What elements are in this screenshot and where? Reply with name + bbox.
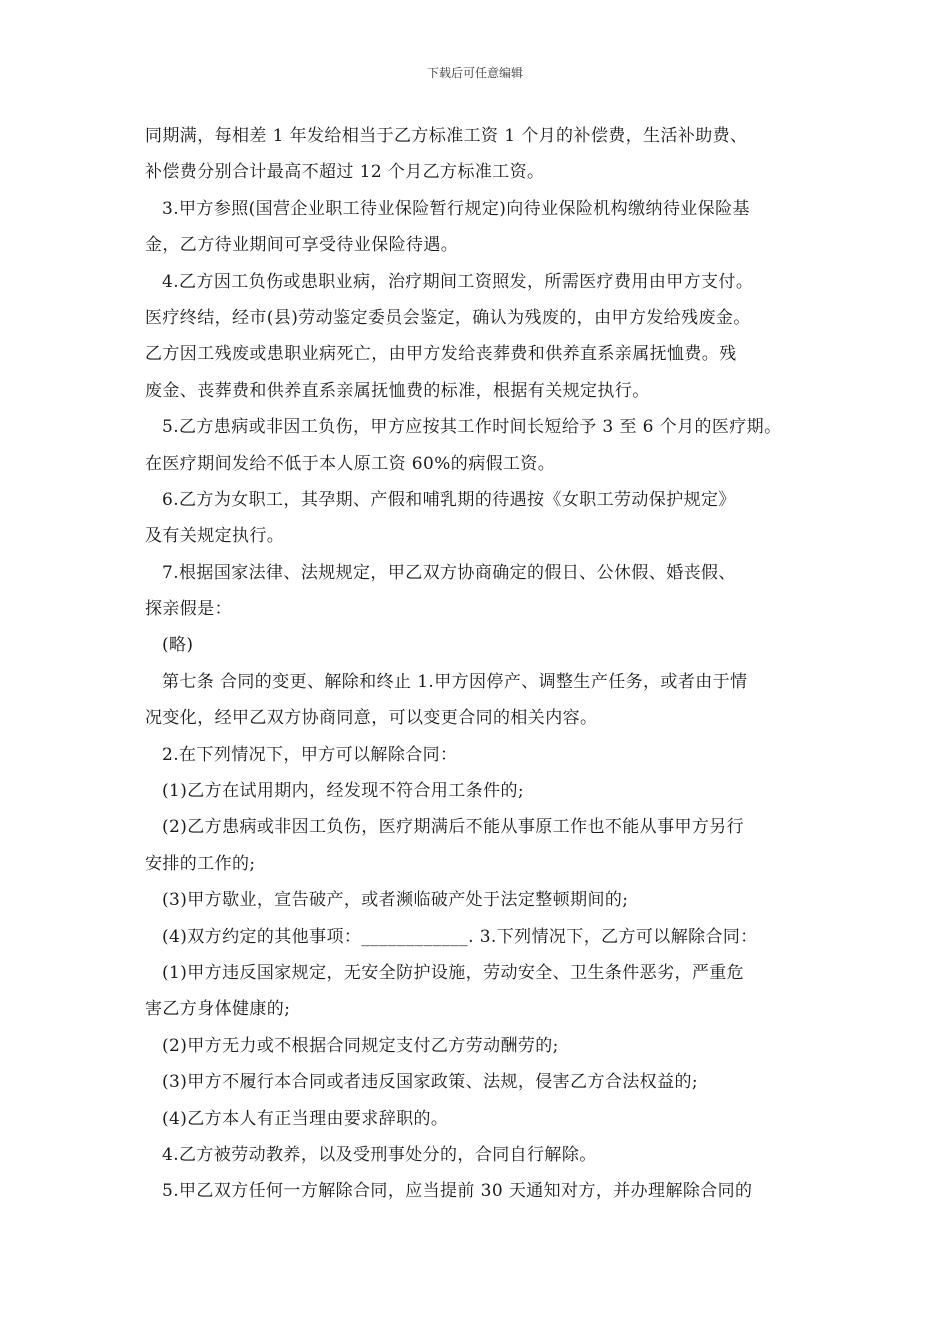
text-line: (1)甲方违反国家规定，无安全防护设施，劳动安全、卫生条件恶劣，严重危 bbox=[162, 962, 745, 983]
text-line: 5.甲乙双方任何一方解除合同，应当提前 30 天通知对方，并办理解除合同的 bbox=[162, 1181, 753, 1202]
text-line: 第七条 合同的变更、解除和终止 1.甲方因停产、调整生产任务，或者由于情 bbox=[162, 671, 748, 692]
text-line: 3.甲方参照(国营企业职工待业保险暂行规定)向待业保险机构缴纳待业保险基 bbox=[162, 198, 750, 219]
text-line: 6.乙方为女职工，其孕期、产假和哺乳期的待遇按《女职工劳动保护规定》 bbox=[162, 489, 736, 510]
text-line: 金，乙方待业期间可享受待业保险待遇。 bbox=[145, 235, 459, 256]
text-line: 探亲假是： bbox=[145, 599, 232, 620]
text-line: (3)甲方歇业，宣告破产，或者濒临破产处于法定整顿期间的; bbox=[162, 890, 629, 911]
text-line: (2)甲方无力或不根据合同规定支付乙方劳动酬劳的; bbox=[162, 1035, 559, 1056]
text-line: 4.乙方被劳动教养，以及受刑事处分的，合同自行解除。 bbox=[162, 1144, 597, 1165]
text-line: 废金、丧葬费和供养直系亲属抚恤费的标准，根据有关规定执行。 bbox=[145, 380, 650, 401]
page-header: 下载后可任意编辑 bbox=[426, 66, 523, 80]
text-line: (4)双方约定的其他事项：____________. 3.下列情况下，乙方可以解除合同： bbox=[162, 926, 758, 947]
text-line: (4)乙方本人有正当理由要求辞职的。 bbox=[162, 1108, 449, 1129]
text-line: 7.根据国家法律、法规规定，甲乙双方协商确定的假日、公休假、婚丧假、 bbox=[162, 562, 736, 583]
text-line: 4.乙方因工负伤或患职业病，治疗期间工资照发，所需医疗费用由甲方支付。 bbox=[162, 271, 754, 292]
text-line: 乙方因工残废或患职业病死亡，由甲方发给丧葬费和供养直系亲属抚恤费。残 bbox=[145, 344, 737, 365]
text-line: (略) bbox=[162, 635, 194, 656]
text-line: (3)甲方不履行本合同或者违反国家政策、法规，侵害乙方合法权益的; bbox=[162, 1072, 699, 1093]
text-line: 及有关规定执行。 bbox=[145, 526, 285, 547]
text-line: 害乙方身体健康的; bbox=[145, 999, 291, 1020]
text-line: 医疗终结，经市(县)劳动鉴定委员会鉴定，确认为残废的，由甲方发给残废金。 bbox=[145, 307, 751, 328]
text-line: 况变化，经甲乙双方协商同意，可以变更合同的相关内容。 bbox=[145, 708, 598, 729]
text-line: 安排的工作的; bbox=[145, 853, 256, 874]
text-line: (1)乙方在试用期内，经发现不符合用工条件的; bbox=[162, 781, 525, 802]
text-line: (2)乙方患病或非因工负伤，医疗期满后不能从事原工作也不能从事甲方另行 bbox=[162, 817, 745, 838]
text-line: 同期满，每相差 1 年发给相当于乙方标准工资 1 个月的补偿费，生活补助费、 bbox=[145, 126, 748, 146]
text-line: 2.在下列情况下，甲方可以解除合同： bbox=[162, 744, 458, 765]
text-line: 在医疗期间发给不低于本人原工资 60%的病假工资。 bbox=[145, 453, 556, 474]
text-line: 5.乙方患病或非因工负伤，甲方应按其工作时间长短给予 3 至 6 个月的医疗期。 bbox=[162, 417, 782, 438]
text-line: 补偿费分别合计最高不超过 12 个月乙方标准工资。 bbox=[145, 162, 545, 183]
document-body bbox=[145, 118, 825, 1210]
